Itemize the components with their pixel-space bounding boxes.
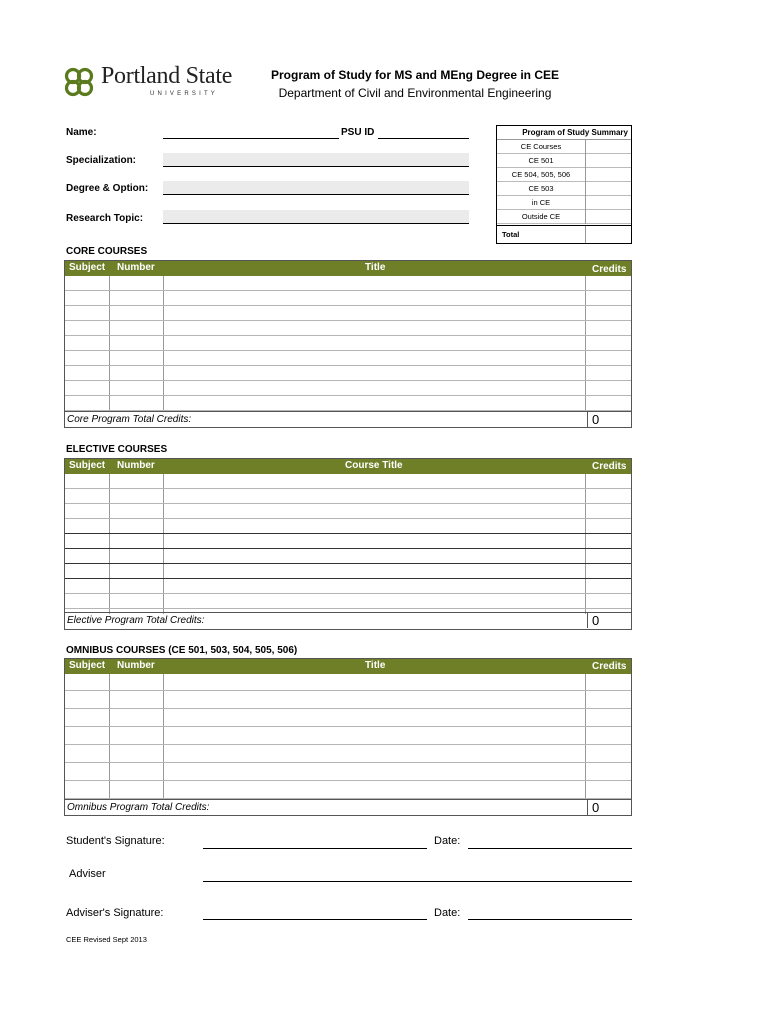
summary-row-label: Outside CE [521, 212, 561, 221]
summary-row-label: CE Courses [520, 142, 562, 151]
table-row[interactable] [65, 764, 631, 781]
adviser-date-label: Date: [434, 907, 461, 919]
table-row[interactable] [65, 579, 631, 594]
table-row[interactable] [65, 782, 631, 799]
elective-total-label: Elective Program Total Credits: [67, 615, 205, 626]
table-row[interactable] [65, 728, 631, 745]
col-number: Number [117, 460, 155, 471]
logo-wordmark: Portland State [101, 63, 233, 89]
table-row[interactable] [65, 291, 631, 306]
student-signature-label: Student's Signature: [66, 835, 165, 847]
psu-id-field[interactable] [378, 125, 469, 139]
summary-title: Program of Study Summary [497, 126, 631, 140]
specialization-label: Specialization: [66, 155, 137, 166]
col-subject: Subject [69, 460, 106, 471]
name-label: Name: [66, 127, 97, 138]
omnibus-table-header [65, 659, 631, 674]
summary-total-cell[interactable] [585, 226, 631, 243]
summary-row-label: CE 501 [528, 156, 554, 165]
table-row[interactable] [65, 746, 631, 763]
elective-total-row [65, 612, 631, 628]
elective-total-value: 0 [587, 613, 631, 628]
summary-value-cell[interactable] [585, 182, 631, 196]
omnibus-courses-title: OMNIBUS COURSES (CE 501, 503, 504, 505, 506) [66, 645, 298, 656]
table-row[interactable] [65, 321, 631, 336]
col-number: Number [117, 262, 155, 273]
student-date-field[interactable] [468, 848, 632, 849]
summary-value-cell[interactable] [585, 168, 631, 182]
summary-total-row [497, 226, 631, 243]
core-total-value: 0 [587, 412, 631, 427]
table-row[interactable] [65, 474, 631, 489]
psu-logo-icon [62, 65, 96, 99]
table-row[interactable] [65, 351, 631, 366]
col-title: Title [365, 660, 386, 671]
adviser-date-field[interactable] [468, 919, 632, 920]
table-row[interactable] [65, 710, 631, 727]
elective-table-header [65, 459, 631, 474]
research-topic-field[interactable] [163, 210, 469, 224]
omnibus-courses-table [64, 658, 632, 816]
omnibus-total-row [65, 799, 631, 815]
elective-courses-table [64, 458, 632, 630]
col-subject: Subject [69, 660, 106, 671]
summary-row-label: CE 504, 505, 506 [511, 170, 571, 179]
summary-row [497, 154, 631, 168]
col-credits: Credits [592, 461, 627, 472]
table-row[interactable] [65, 366, 631, 381]
core-courses-table [64, 260, 632, 428]
summary-row [497, 196, 631, 210]
table-row[interactable] [65, 519, 631, 534]
core-total-row [65, 411, 631, 427]
summary-row [497, 182, 631, 196]
table-row[interactable] [65, 306, 631, 321]
summary-row-label: CE 503 [528, 184, 554, 193]
col-title: Title [365, 262, 386, 273]
student-date-label: Date: [434, 835, 461, 847]
document-subtitle: Department of Civil and Environmental Engineering [278, 86, 552, 100]
table-row[interactable] [65, 674, 631, 691]
table-row[interactable] [65, 336, 631, 351]
revision-note: CEE Revised Sept 2013 [66, 935, 147, 944]
document-title: Program of Study for MS and MEng Degree in CEE [270, 68, 560, 82]
summary-value-cell[interactable] [585, 210, 631, 224]
table-row[interactable] [65, 534, 631, 549]
table-row[interactable] [65, 276, 631, 291]
adviser-label: Adviser [69, 868, 106, 880]
table-row[interactable] [65, 594, 631, 609]
degree-option-field[interactable] [163, 181, 469, 195]
adviser-signature-label: Adviser's Signature: [66, 907, 164, 919]
elective-courses-title: ELECTIVE COURSES [66, 444, 168, 455]
table-row[interactable] [65, 381, 631, 396]
col-course-title: Course Title [345, 460, 403, 471]
col-subject: Subject [69, 262, 106, 273]
summary-total-label: Total [502, 230, 520, 239]
table-row[interactable] [65, 396, 631, 411]
program-summary-table [496, 125, 632, 244]
table-row[interactable] [65, 489, 631, 504]
specialization-field[interactable] [163, 153, 469, 167]
name-field[interactable] [163, 125, 339, 139]
table-row[interactable] [65, 692, 631, 709]
omnibus-total-label: Omnibus Program Total Credits: [67, 802, 210, 813]
adviser-name-field[interactable] [203, 881, 632, 882]
summary-total-divider [497, 225, 631, 226]
col-credits: Credits [592, 661, 627, 672]
logo-subtext: UNIVERSITY [150, 91, 219, 97]
summary-value-cell[interactable] [585, 154, 631, 168]
psu-id-label: PSU ID [341, 127, 375, 138]
summary-value-cell[interactable] [585, 140, 631, 154]
summary-value-cell[interactable] [585, 196, 631, 210]
omnibus-total-value: 0 [587, 800, 631, 815]
col-number: Number [117, 660, 155, 671]
table-row[interactable] [65, 504, 631, 519]
degree-option-label: Degree & Option: [66, 183, 149, 194]
research-topic-label: Research Topic: [66, 213, 144, 224]
core-table-header [65, 261, 631, 276]
summary-row [497, 168, 631, 182]
col-credits: Credits [592, 264, 627, 275]
summary-row-label: in CE [531, 198, 551, 207]
core-total-label: Core Program Total Credits: [67, 414, 192, 425]
table-row[interactable] [65, 549, 631, 564]
table-row[interactable] [65, 564, 631, 579]
summary-row [497, 210, 631, 224]
core-courses-title: CORE COURSES [66, 246, 148, 257]
summary-row [497, 140, 631, 154]
student-signature-field[interactable] [203, 848, 427, 849]
adviser-signature-field[interactable] [203, 919, 427, 920]
